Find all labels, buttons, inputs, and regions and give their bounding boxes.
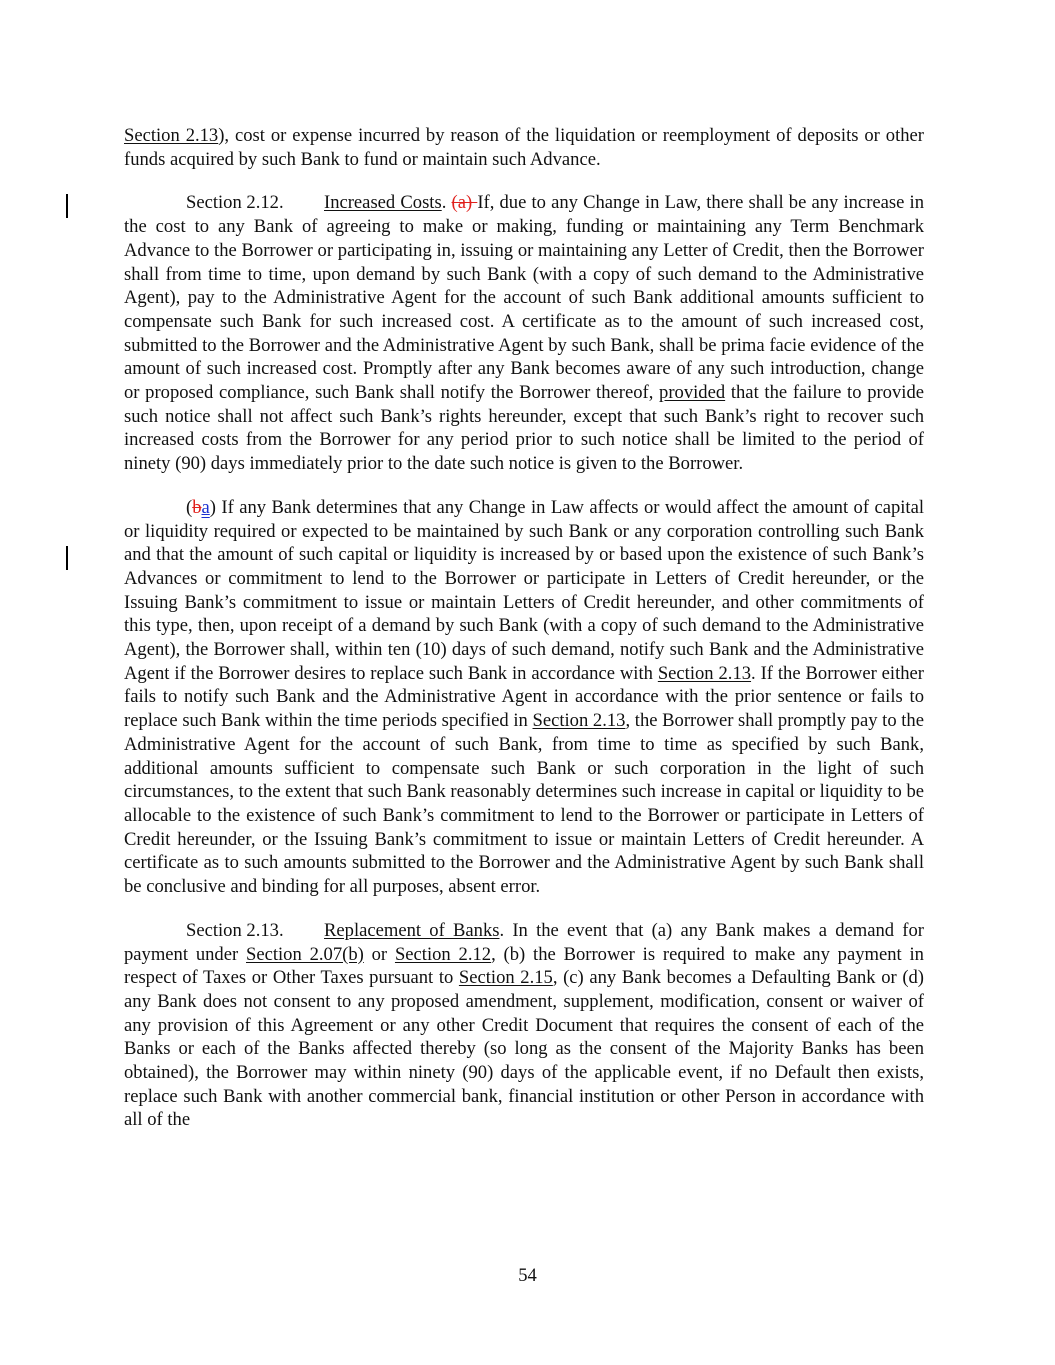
change-bar-section-2-12 bbox=[66, 194, 68, 218]
section-2-12-paragraph bbox=[124, 191, 924, 475]
section-reference: Section 2.15 bbox=[458, 967, 553, 989]
open-paren: ( bbox=[186, 496, 193, 518]
section-reference: Section 2.13 bbox=[532, 710, 626, 732]
paragraph-text: or bbox=[363, 943, 395, 965]
inserted-letter: a bbox=[201, 496, 210, 518]
deleted-marker: (a) bbox=[451, 192, 478, 214]
section-reference: Section 2.12 bbox=[394, 943, 492, 965]
paragraph-text: If, due to any Change in Law, there shall be any increase in the cost to any Bank of agreeing to make or making, funding or maintaining any Term Benchmark Advance to the Borrower or participating in, issuing or maintaining any Letter of Credit, then the Borrower shall from time to time, upon demand by such Bank (with a copy of such demand to the Administrative Agent), pay to the Administrative Agent for the account of such Bank additional amounts sufficient to compensate such Bank for such increased cost. A certificate as to the amount of such increased cost, submitted to the Borrower and the Administrative Agent by such Bank, shall be prima facie evidence of the amount of such increased cost. Promptly after any Bank becomes aware of any such introduction, change or proposed compliance, such Bank shall notify the Borrower thereof, bbox=[124, 192, 924, 404]
paragraph-text: If any Bank determines that any Change in Law affects or would affect the amount of capital or liquidity required or expected to be maintained by such Bank or any corporation controlling such Bank and that the amount of such capital or liquidity is increased by or based upon the existence of such Bank’s Advances or commitment to lend to the Borrower or participate in Letters of Credit hereunder, or the Issuing Bank’s commitment to issue or maintain Letters of Credit hereunder, and other commitments of this type, then, upon receipt of a demand by such Bank (with a copy of such demand to the Administrative Agent), the Borrower shall, within ten (10) days of such demand, notify such Bank and the Administrative Agent if the Borrower desires to replace such Bank in accordance with bbox=[124, 496, 925, 684]
page-number: 54 bbox=[518, 1265, 537, 1286]
paragraph-text: . If the Borrower either fails to notify such Bank and the Administrative Agent in accordance with the prior sentence or fails to replace such Bank within the time periods specified in bbox=[124, 662, 924, 732]
section-number: Section 2.12. bbox=[186, 192, 284, 214]
section-reference: Section 2.07(b) bbox=[246, 943, 364, 965]
paragraph-text: , (c) any Bank becomes a Defaulting Bank or (d) any Bank does not consent to any proposed amendment, supplement, modification, consent or waiver of any provision of this Agreement or any other Credit Document that requires the consent of each of the Banks or each of the Banks affected thereby (so long as the consent of the Majority Banks has been obtained), the Borrower may within ninety (90) days of the applicable event, if no Default then exists, replace such Bank with another commercial bank, financial institution or other Person in accordance with all of the bbox=[124, 967, 924, 1131]
paragraph-text: ), cost or expense incurred by reason of the liquidation or reemployment of deposits or other funds acquired by such Bank to fund or maintain such Advance. bbox=[124, 125, 924, 170]
paragraph-text: , the Borrower shall promptly pay to the Administrative Agent for the account of such Bank, from time to time as specified by such Bank, additional amounts sufficient to compensate such Bank or such corporation in the light of such circumstances, to the extent that such Bank reasonably determines such increase in capital or liquidity to be allocable to the existence of such Bank’s commitment to lend to the Borrower or participate in Letters of Credit hereunder, or the Issuing Bank’s commitment to issue or maintain Letters of Credit hereunder. A certificate as to such amounts submitted to the Borrower and the Administrative Agent by such Bank shall be conclusive and binding for all purposes, absent error. bbox=[124, 710, 924, 898]
section-heading: Increased Costs bbox=[324, 192, 442, 214]
continuation-paragraph bbox=[124, 124, 924, 171]
provided-term: provided bbox=[659, 382, 726, 404]
close-paren: ) bbox=[209, 496, 216, 518]
section-number: Section 2.13. bbox=[186, 919, 284, 941]
section-heading: Replacement of Banks bbox=[324, 919, 500, 941]
paragraph-text: . In the event that (a) any Bank makes a demand for payment under bbox=[124, 919, 924, 965]
section-reference: Section 2.13 bbox=[657, 662, 752, 684]
paragraph-text: that the failure to provide such notice shall not affect such Bank’s rights hereunder, except that such Bank’s right to recover such increased costs from the Borrower for any period prior to such notice shall be limited to the period of ninety (90) days immediately prior to the date such notice is given to the Borrower. bbox=[124, 382, 924, 475]
paragraph-text: , (b) the Borrower is required to make any payment in respect of Taxes or Other Taxes pursuant to bbox=[124, 943, 924, 989]
change-bar-subsection-b bbox=[66, 546, 68, 570]
deleted-letter: b bbox=[192, 496, 202, 518]
heading-period: . bbox=[441, 192, 447, 214]
section-reference: Section 2.13 bbox=[124, 125, 219, 146]
subsection-b-paragraph bbox=[124, 496, 924, 899]
section-2-13-paragraph bbox=[124, 919, 924, 1132]
document-page bbox=[124, 124, 924, 1132]
